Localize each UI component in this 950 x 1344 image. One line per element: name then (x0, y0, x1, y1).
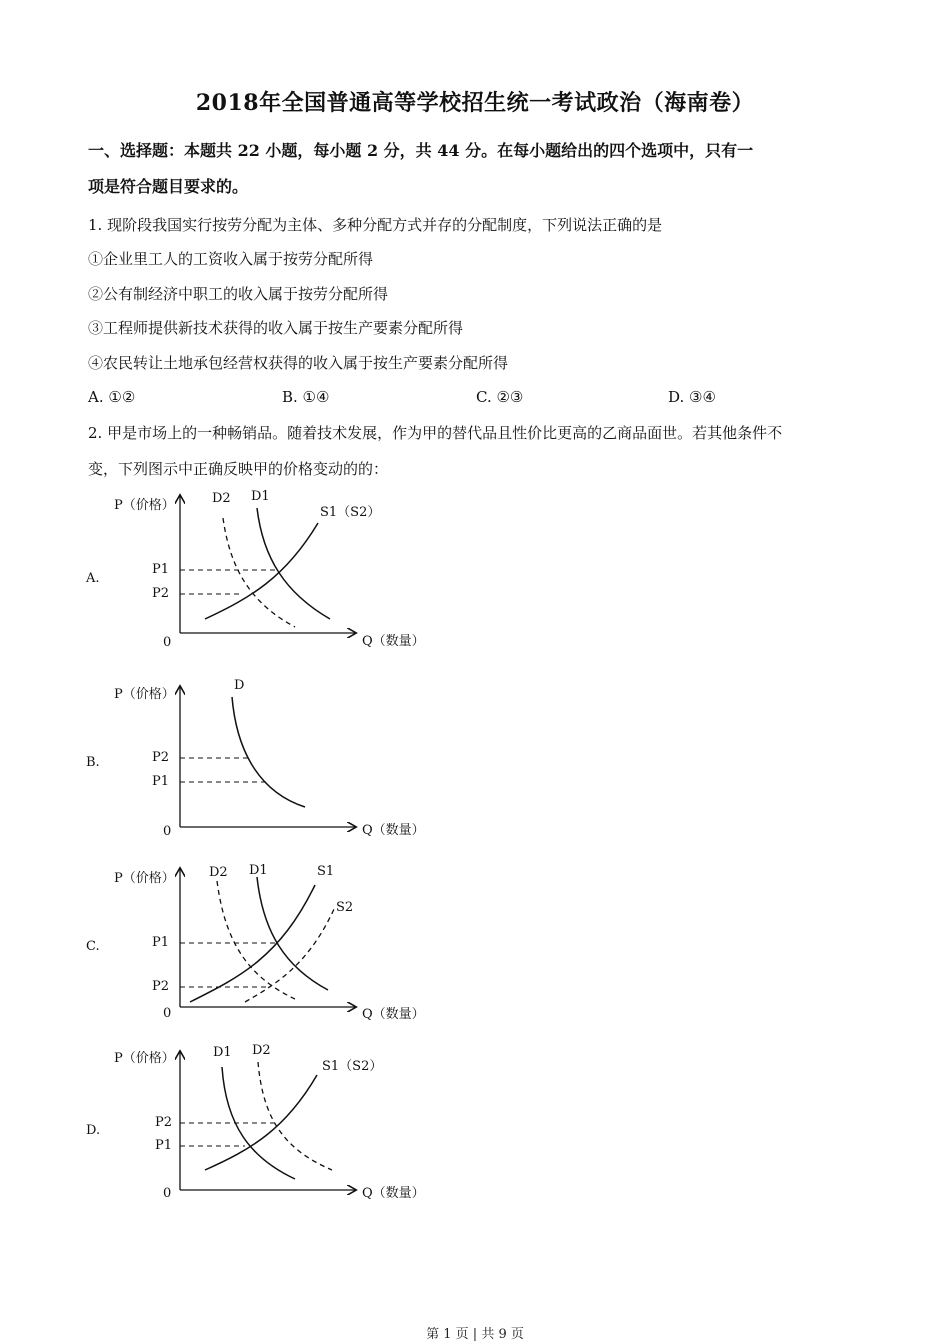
graph-d-label-d2: D2 (252, 1043, 271, 1058)
question-1-option-b: B. ①④ (282, 388, 330, 406)
graph-d-p-lower: P1 (155, 1138, 173, 1153)
graph-d-label-d1: D1 (213, 1045, 232, 1060)
graph-c-origin: 0 (163, 1006, 172, 1021)
graph-c-axis-q-label: Q（数量） (362, 1007, 425, 1022)
graph-d-p-upper: P2 (155, 1115, 173, 1130)
question-1-option-a: A. ①② (88, 388, 136, 406)
page-footer: 第 1 页 | 共 9 页 (426, 1327, 524, 1342)
graph-b-curve-d (232, 697, 305, 807)
graph-b-axis-q-label: Q（数量） (362, 823, 425, 838)
question-1-option-d: D. ③④ (668, 388, 716, 406)
graph-c-label-s1: S1 (317, 864, 335, 879)
graph-c-axis-p-label: P（价格） (114, 871, 175, 886)
graph-c-curve-s2 (245, 907, 335, 1002)
graph-d-option-label: D. (86, 1123, 101, 1138)
graph-a (100, 488, 440, 653)
graph-d (100, 1040, 440, 1210)
graph-c (100, 857, 440, 1027)
graph-b-p-upper: P2 (152, 750, 170, 765)
question-1-statement-1: ①企业里工人的工资收入属于按劳分配所得 (88, 250, 374, 268)
question-1-stem: 1. 现阶段我国实行按劳分配为主体、多种分配方式并存的分配制度，下列说法正确的是 (88, 216, 663, 234)
graph-a-curve-d1 (257, 508, 330, 619)
graph-c-label-d2: D2 (209, 865, 228, 880)
graph-a-label-d2: D2 (212, 491, 231, 506)
graph-d-axis-p-label: P（价格） (114, 1051, 175, 1066)
graph-a-p-upper: P1 (152, 562, 170, 577)
graph-c-curve-d1 (257, 877, 328, 990)
section-instruction-line2: 项是符合题目要求的。 (88, 177, 249, 196)
page-title: 2018年全国普通高等学校招生统一考试政治（海南卷） (195, 90, 755, 116)
graph-b-label-d: D (234, 678, 245, 693)
question-1-option-c: C. ②③ (476, 388, 524, 406)
question-1-statement-2: ②公有制经济中职工的收入属于按劳分配所得 (88, 285, 389, 303)
question-2-stem-line1: 2. 甲是市场上的一种畅销品。随着技术发展，作为甲的替代品且性价比更高的乙商品面世。若其他条件不 (88, 424, 783, 442)
graph-a-curve-s (205, 523, 318, 619)
graph-a-axis-p-label: P（价格） (114, 498, 175, 513)
graph-a-origin: 0 (163, 635, 172, 650)
graph-c-label-d1: D1 (249, 863, 268, 878)
graph-c-p-lower: P2 (152, 979, 170, 994)
graph-d-curve-d2 (258, 1062, 332, 1170)
graph-b-p-lower: P1 (152, 774, 170, 789)
graph-c-label-s2: S2 (336, 900, 354, 915)
graph-b-axis-p-label: P（价格） (114, 687, 175, 702)
graph-d-label-s: S1（S2） (322, 1059, 383, 1074)
section-instruction-line1: 一、选择题：本题共 22 小题，每小题 2 分，共 44 分。在每小题给出的四个选项中，只有一 (88, 141, 754, 160)
graph-d-curve-d1 (222, 1067, 295, 1179)
graph-d-axis-q-label: Q（数量） (362, 1186, 425, 1201)
graph-c-option-label: C. (86, 939, 100, 954)
question-2-stem-line2: 变，下列图示中正确反映甲的价格变动的的： (88, 460, 389, 478)
graph-a-label-d1: D1 (251, 489, 270, 504)
graph-a-axis-q-label: Q（数量） (362, 634, 425, 649)
graph-a-label-s: S1（S2） (320, 505, 381, 520)
graph-a-curve-d2 (223, 518, 295, 627)
graph-a-option-label: A. (86, 571, 100, 586)
graph-c-p-upper: P1 (152, 935, 170, 950)
graph-b (100, 675, 440, 845)
question-1-statement-4: ④农民转让土地承包经营权获得的收入属于按生产要素分配所得 (88, 354, 509, 372)
graph-b-option-label: B. (86, 755, 100, 770)
question-1-statement-3: ③工程师提供新技术获得的收入属于按生产要素分配所得 (88, 319, 464, 337)
graph-d-origin: 0 (163, 1186, 172, 1201)
graph-b-origin: 0 (163, 824, 172, 839)
graph-a-p-lower: P2 (152, 586, 170, 601)
